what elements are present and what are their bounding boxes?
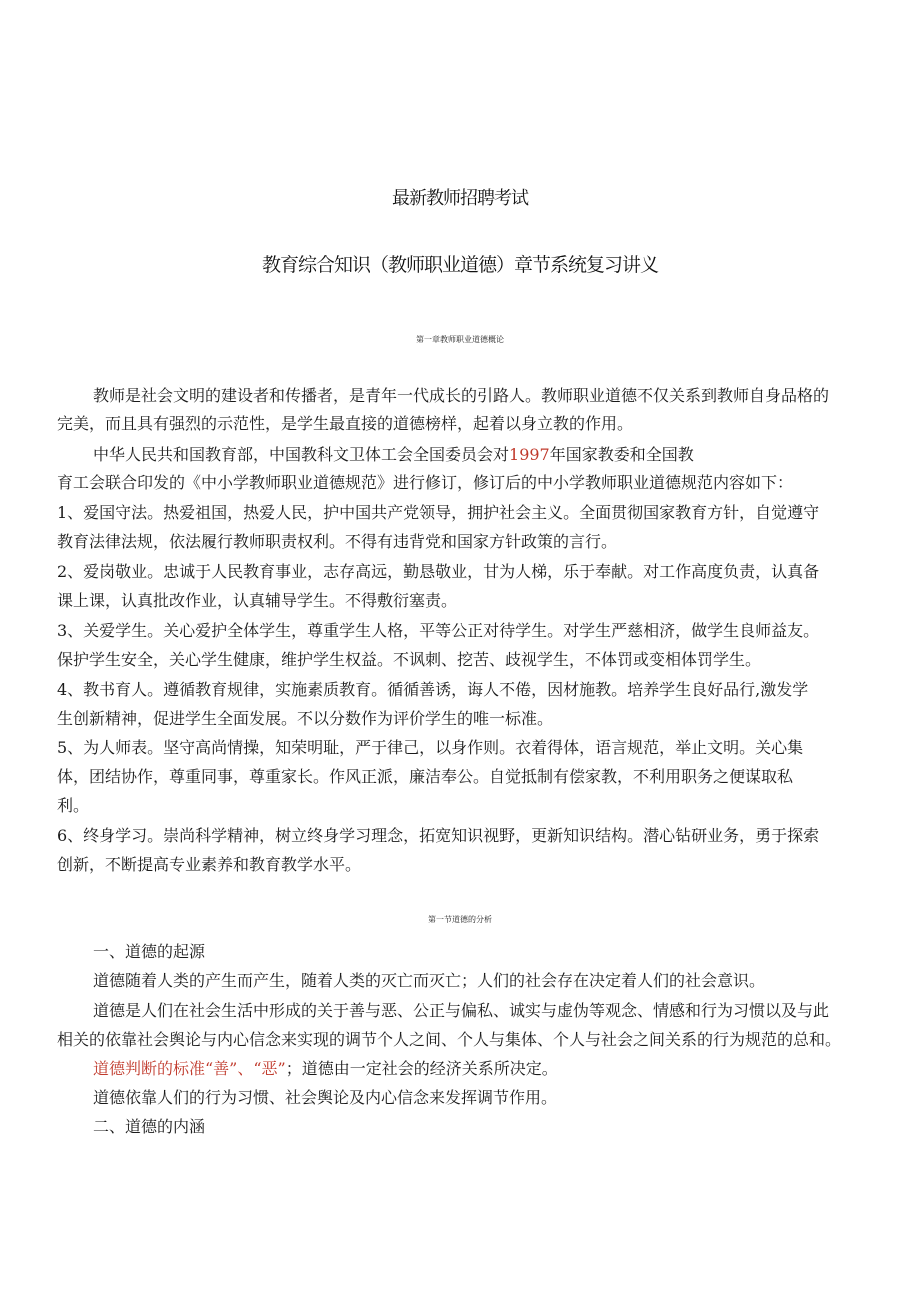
paragraph-line: 完美，而且具有强烈的示范性，是学生最直接的道德榜样，起着以身立教的作用。 [57, 414, 634, 433]
paragraph-line: 道德是人们在社会生活中形成的关于善与恶、公正与偏私、诚实与虚伪等观念、情感和行为习惯以及与此 [93, 1001, 830, 1020]
list-item-line: 利。 [57, 796, 90, 815]
list-item-line: 3、关爱学生。关心爱护全体学生，尊重学生人格，平等公正对待学生。对学生严慈相济，做学生良师益友。 [57, 621, 820, 640]
list-item-line: 课上课，认真批改作业，认真辅导学生。不得敷衍塞责。 [57, 591, 458, 610]
document-title-line2: 教育综合知识（教师职业道德）章节系统复习讲义 [261, 254, 658, 276]
paragraph-line: 道德随着人类的产生而产生，随着人类的灭亡而灭亡；人们的社会存在决定着人们的社会意识。 [93, 971, 766, 990]
paragraph-text: 年国家教委和全国教 [549, 445, 694, 464]
subheading: 一、道德的起源 [93, 942, 206, 961]
paragraph-text: 中华人民共和国教育部，中国教科文卫体工会全国委员会对 [93, 445, 510, 464]
paragraph-line: 道德依靠人们的行为习惯、社会舆论及内心信念来发挥调节作用。 [93, 1088, 558, 1107]
list-item-line: 保护学生安全，关心学生健康，维护学生权益。不讽刺、挖苦、歧视学生，不体罚或变相体罚学生。 [57, 650, 762, 669]
list-item-line: 4、教书育人。遵循教育规律，实施素质教育。循循善诱，诲人不倦，因材施教。培养学生良好品行,激发学 [57, 680, 809, 699]
paragraph-line: 育工会联合印发的《中小学教师职业道德规范》进行修订，修订后的中小学教师职业道德规范内容如下： [57, 473, 794, 492]
highlight-text: 道德判断的标准“善”、“恶” [93, 1059, 286, 1078]
list-item-line: 创新，不断提高专业素养和教育教学水平。 [57, 855, 362, 874]
paragraph-line: 教师是社会文明的建设者和传播者，是青年一代成长的引路人。教师职业道德不仅关系到教师自身品格的 [93, 386, 830, 405]
list-item-line: 教育法律法规，依法履行教师职责权利。不得有违背党和国家方针政策的言行。 [57, 532, 618, 551]
list-item-line: 体，团结协作，尊重同事，尊重家长。作风正派，廉洁奉公。自觉抵制有偿家教，不利用职务之便谋取私 [57, 767, 794, 786]
list-item-line: 2、爱岗敬业。忠诚于人民教育事业，志存高远，勤恳敬业，甘为人梯，乐于奉献。对工作高度负责，认真备 [57, 562, 820, 581]
paragraph-text: ；道德由一定社会的经济关系所决定。 [285, 1059, 558, 1078]
paragraph-line [93, 1059, 558, 1079]
list-item-line: 1、爱国守法。热爱祖国，热爱人民，护中国共产党领导，拥护社会主义。全面贯彻国家教育方针，自觉遵守 [57, 503, 820, 522]
document-title-line1: 最新教师招聘考试 [392, 188, 528, 209]
list-item-line: 生创新精神，促进学生全面发展。不以分数作为评价学生的唯一标准。 [57, 709, 554, 728]
subheading: 二、道德的内涵 [93, 1117, 206, 1136]
highlight-year: 1997 [509, 445, 550, 464]
section-heading: 第一节道德的分析 [428, 915, 492, 924]
list-item-line: 6、终身学习。崇尚科学精神，树立终身学习理念，拓宽知识视野，更新知识结构。潜心钻研业务，勇于探索 [57, 826, 820, 845]
list-item-line: 5、为人师表。坚守高尚情操，知荣明耻，严于律己，以身作则。衣着得体，语言规范，举止文明。关心集 [57, 738, 804, 757]
paragraph-line [93, 445, 694, 465]
paragraph-line: 相关的依靠社会舆论与内心信念来实现的调节个人之间、个人与集体、个人与社会之间关系的行为规范的总和。 [57, 1030, 842, 1049]
chapter-heading: 第一章教师职业道德概论 [416, 335, 504, 344]
